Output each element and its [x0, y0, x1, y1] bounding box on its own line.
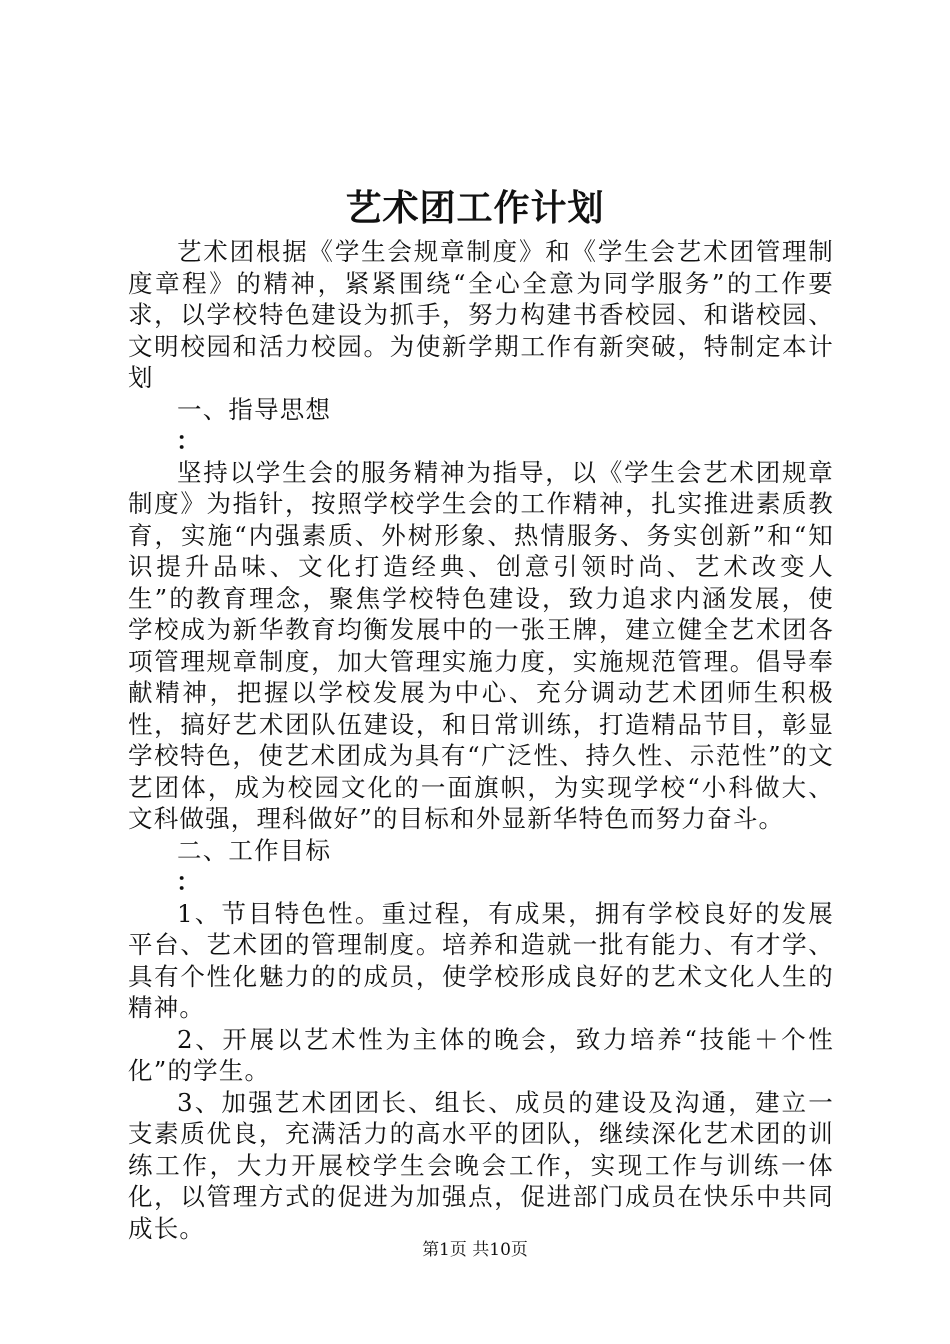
intro-paragraph: 艺术团根据《学生会规章制度》和《学生会艺术团管理制度章程》的精神，紧紧围绕“全心全意为同学服务”的工作要求，以学校特色建设为抓手，努力构建书香校园、和谐校园、文明校园和活力校园。为使新学期工作有新突破，特制定本计划 — [128, 237, 834, 392]
section-heading-work-goals: 二、工作目标 — [177, 835, 332, 865]
goal-item-3: 3、加强艺术团团长、组长、成员的建设及沟通，建立一支素质优良，充满活力的高水平的团队，继续深化艺术团的训练工作，大力开展校学生会晚会工作，实现工作与训练一体化，以管理方式的促进为加强点，促进部门成员在快乐中共同成长。 — [128, 1087, 834, 1243]
goal-item-2: 2、开展以艺术性为主体的晚会，致力培养“技能＋个性化”的学生。 — [128, 1024, 834, 1085]
section-colon: ： — [176, 867, 202, 896]
section-heading-guiding-ideology: 一、指导思想 — [177, 394, 332, 424]
page-footer: 第1页 共10页 — [422, 1240, 528, 1260]
document-title: 艺术团工作计划 — [345, 187, 605, 229]
goal-item-1: 1、节目特色性。重过程，有成果，拥有学校良好的发展平台、艺术团的管理制度。培养和造就一批有能力、有才学、具有个性化魅力的的成员，使学校形成良好的艺术文化人生的精神。 — [128, 898, 834, 1022]
section-colon: ： — [176, 426, 202, 455]
document-body — [128, 236, 834, 1244]
guiding-ideology-paragraph: 坚持以学生会的服务精神为指导，以《学生会艺术团规章制度》为指针，按照学校学生会的工作精神，扎实推进素质教育，实施“内强素质、外树形象、热情服务、务实创新”和“知识提升品味、文化打造经典、创意引领时尚、艺术改变人生”的教育理念，聚焦学校特色建设，致力追求内涵发展，使学校成为新华教育均衡发展中的一张王牌，建立健全艺术团各项管理规章制度，加大管理实施力度，实施规范管理。倡导奉献精神，把握以学校发展为中心、充分调动艺术团师生积极性，搞好艺术团队伍建设，和日常训练，打造精品节目，彰显学校特色，使艺术团成为具有“广泛性、持久性、示范性”的文艺团体，成为校园文化的一面旗帜，为实现学校“小科做大、文科做强，理科做好”的目标和外显新华特色而努力奋斗。 — [128, 457, 834, 833]
